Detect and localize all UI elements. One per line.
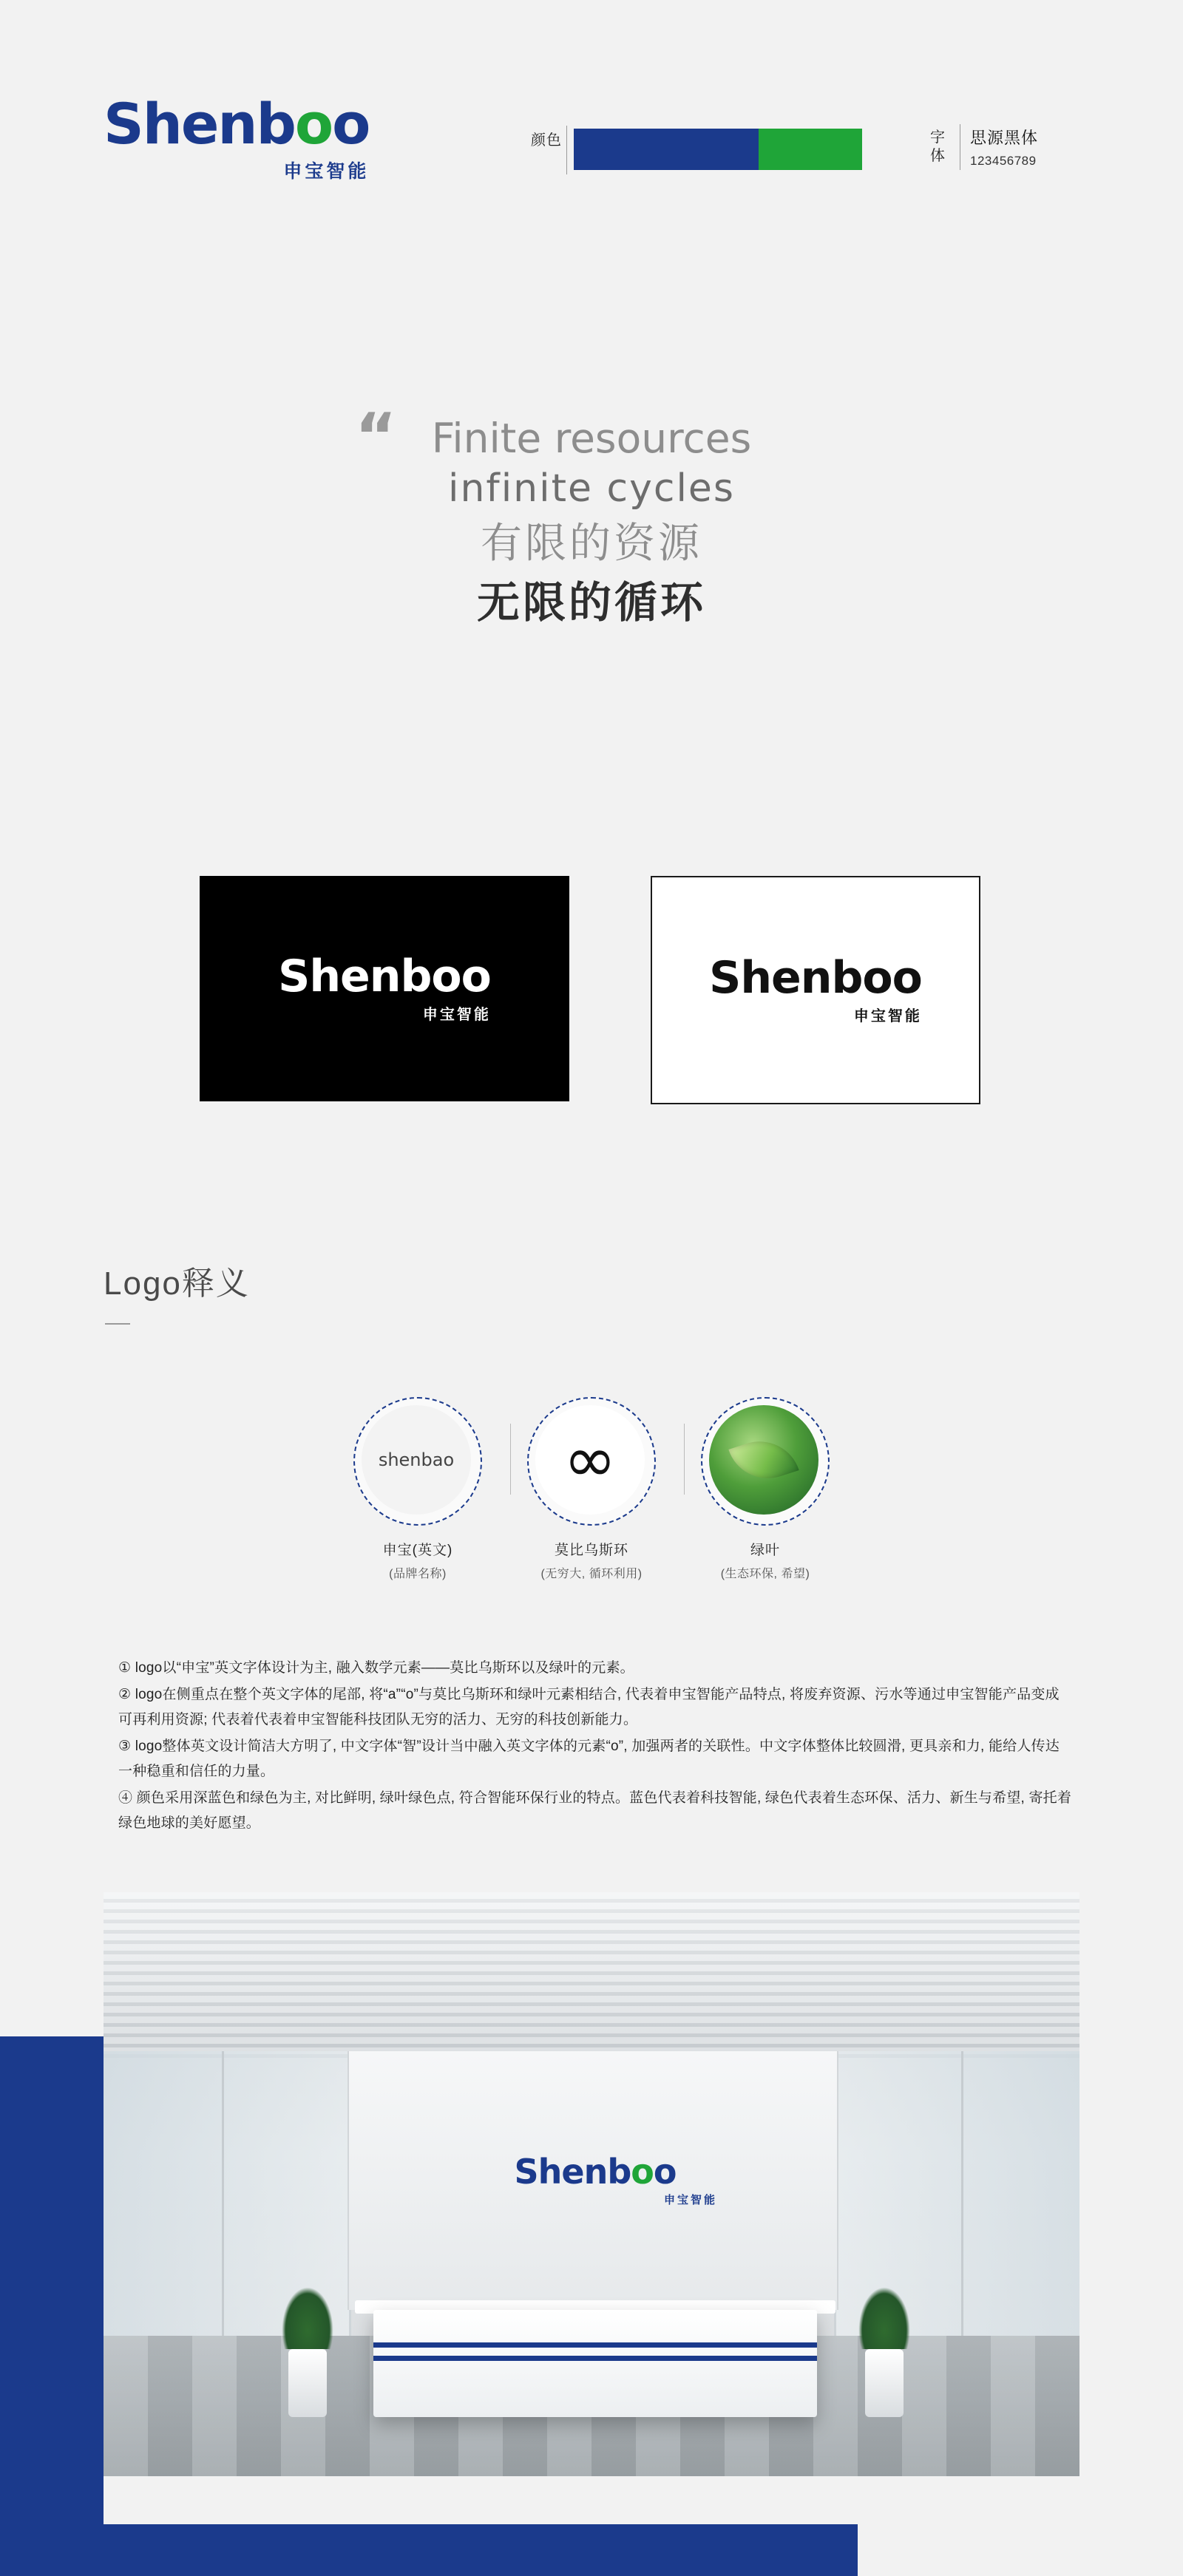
leaf-shape-icon: [728, 1431, 799, 1489]
plant-foliage: [858, 2287, 910, 2349]
logo-element-2: [510, 1397, 673, 1581]
element-caption-sub: (无穷大, 循环利用): [540, 1568, 643, 1580]
circle-inner: [709, 1405, 818, 1515]
slogan-line-en-2: infinite cycles: [448, 466, 735, 511]
color-swatches: [574, 129, 862, 170]
logo-wordmark-text: Shenb: [278, 950, 432, 1002]
potted-plant: [288, 2287, 333, 2417]
note-item: ④ 颜色采用深蓝色和绿色为主, 对比鲜明, 绿叶绿色点, 符合智能环保行业的特点。蓝色代表着科技智能, 绿色代表着生态环保、活力、新生与希望, 寄托着绿色地球的美好愿望。: [118, 1790, 1072, 1831]
plant-pot: [288, 2349, 327, 2417]
color-swatch-green: [759, 129, 862, 170]
mullion: [961, 2051, 963, 2369]
logo-chinese-subtitle-light: 申宝智能: [853, 1006, 922, 1024]
logo-variant-light: [651, 876, 980, 1104]
slogan-line-cn-2: 无限的循环: [476, 578, 706, 627]
element-caption: 绿叶: [750, 1543, 780, 1558]
font-name: 思源黑体: [970, 129, 1039, 147]
logo-wordmark-dark: [278, 950, 491, 1002]
infinity-icon: [527, 1397, 656, 1526]
logo-chinese-subtitle-dark: 申宝智能: [422, 1005, 491, 1023]
element-caption: 莫比乌斯环: [554, 1543, 628, 1558]
circle-text: ∞: [563, 1423, 617, 1497]
logo-wordmark-tail: o: [892, 951, 922, 1004]
logo-element-3: [684, 1397, 847, 1581]
slogan-line-en-1: Finite resources: [431, 415, 752, 462]
slogan-block: [0, 400, 1183, 633]
divider: [566, 126, 567, 174]
color-label: 颜色: [531, 132, 562, 149]
logo-element-1: [336, 1397, 499, 1581]
potted-plant: [865, 2287, 910, 2417]
office-reception-mockup: [104, 1892, 1079, 2476]
desk-stripe: [373, 2342, 817, 2348]
font-numerals: 123456789: [970, 154, 1037, 168]
ceiling: [104, 1892, 1079, 2062]
logo-wordmark-text: Shenb: [709, 951, 863, 1004]
logo-chinese-subtitle: 申宝智能: [283, 160, 370, 182]
quote-icon: “: [355, 400, 397, 474]
color-swatch-navy: [574, 129, 759, 170]
header: [0, 91, 1183, 222]
logo-variant-dark: [200, 876, 569, 1101]
slogan-line-cn-1: 有限的资源: [481, 520, 702, 567]
logo-wordmark-text: Shenb: [514, 2152, 631, 2192]
logo-wordmark: [104, 91, 370, 157]
logo-wordmark-text: Shenb: [104, 91, 295, 157]
decor-block-left: [0, 2036, 104, 2576]
note-item: ② logo在侧重点在整个英文字体的尾部, 将“a”“o”与莫比乌斯环和绿叶元素相结合, 代表着申宝智能产品特点, 将废弃资源、污水等通过申宝智能产品变成可再利用资源; 代表着代表着申宝智能科技团队无穷的活力、无穷的科技创新能力。: [118, 1687, 1060, 1727]
wall-mounted-logo: [473, 2152, 717, 2207]
element-caption-sub: (生态环保, 希望): [720, 1568, 810, 1580]
circle-inner: [362, 1405, 471, 1515]
logo-wordmark-tail: o: [461, 950, 491, 1002]
leaf-o-icon: o: [431, 950, 461, 1002]
logo-wordmark-light: [709, 951, 922, 1004]
logo-chinese-subtitle-wall: 申宝智能: [663, 2194, 717, 2206]
green-leaf-icon: [701, 1397, 830, 1526]
logo-wordmark-tail: o: [332, 91, 370, 157]
circle-text: shenbao: [378, 1450, 455, 1470]
section-rule: [105, 1323, 130, 1325]
desk-stripe: [373, 2356, 817, 2361]
mullion: [222, 2051, 224, 2369]
element-caption-sub: (品牌名称): [389, 1568, 447, 1580]
primary-logo: [104, 91, 370, 183]
plant-foliage: [282, 2287, 333, 2349]
leaf-o-icon: o: [294, 91, 333, 157]
section-title-logo-explain: Logo释义: [104, 1265, 250, 1302]
logo-wordmark-tail: o: [653, 2152, 677, 2192]
circle-inner: [535, 1405, 645, 1515]
font-label: 字体: [930, 129, 945, 164]
decor-block-bottom: [0, 2524, 858, 2576]
leaf-o-icon: o: [862, 951, 892, 1004]
reception-desk: [373, 2310, 817, 2417]
logo-element-circles: [0, 1397, 1183, 1604]
element-caption: 申宝(英文): [382, 1543, 453, 1558]
note-item: ③ logo整体英文设计简洁大方明了, 中文字体“智”设计当中融入英文字体的元素“o”, 加强两者的关联性。中文字体整体比较圆滑, 更具亲和力, 能给人传达一种稳重和信任的力量。: [118, 1739, 1060, 1779]
leaf-o-icon: o: [631, 2152, 654, 2192]
shenbao-wordmark-icon: [353, 1397, 482, 1526]
font-texts: [970, 126, 1038, 169]
logo-wordmark-wall: [473, 2152, 717, 2192]
logo-variants: [0, 876, 1183, 1105]
note-item: ① logo以“申宝”英文字体设计为主, 融入数学元素——莫比乌斯环以及绿叶的元素。: [118, 1660, 634, 1676]
explanation-notes: [118, 1656, 1072, 1838]
plant-pot: [865, 2349, 904, 2417]
